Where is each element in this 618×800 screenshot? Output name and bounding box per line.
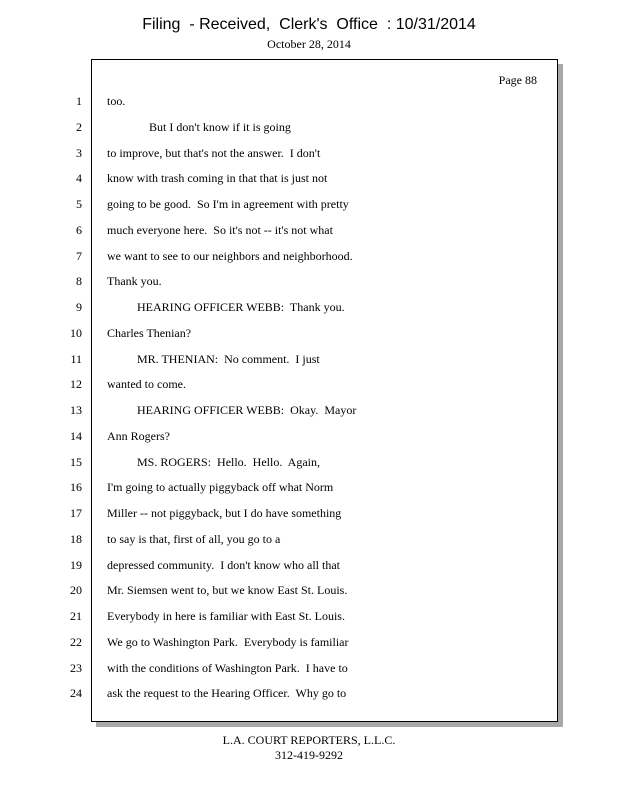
line-number: 15 [70,454,82,469]
line-number: 6 [76,222,82,237]
line-text: MR. THENIAN: No comment. I just [107,351,320,366]
line-text: too. [107,94,126,108]
reporter-phone: 312-419-9292 [275,748,343,762]
line-number: 23 [70,660,82,675]
transcript-line [0,374,618,400]
transcript-line [0,220,618,246]
line-text: I'm going to actually piggyback off what Norm [107,480,334,495]
transcript-line [0,580,618,606]
line-number: 22 [70,634,82,649]
transcript-line [0,529,618,555]
page-number: Page 88 [498,73,537,87]
transcript-line [0,503,618,529]
line-text: HEARING OFFICER WEBB: Okay. Mayor [107,403,357,417]
line-text: MS. ROGERS: Hello. Hello. Again, [107,454,321,469]
transcript-lines [0,91,618,709]
transcript-line [0,400,618,426]
line-text: to improve, but that's not the answer. I don't [107,145,321,160]
line-text: Miller -- not piggyback, but I do have something [107,506,342,520]
line-number: 3 [76,145,82,160]
line-number: 12 [70,377,82,392]
transcript-line [0,426,618,452]
line-text: know with trash coming in that that is just not [107,171,328,186]
line-text: Thank you. [107,274,162,289]
line-number: 17 [70,506,82,520]
line-number: 5 [76,197,82,211]
line-text: we want to see to our neighbors and neighborhood. [107,248,353,263]
line-text: We go to Washington Park. Everybody is familiar [107,634,349,649]
transcript-line [0,194,618,220]
transcript-line [0,683,618,709]
line-text: HEARING OFFICER WEBB: Thank you. [107,300,345,314]
transcript-line [0,246,618,272]
transcript-line [0,297,618,323]
line-number: 14 [70,428,82,443]
transcript-line [0,91,618,117]
transcript-date: October 28, 2014 [267,37,351,51]
line-number: 7 [76,248,82,263]
line-number: 2 [76,119,82,134]
line-text: with the conditions of Washington Park. I have to [107,660,348,675]
line-text: wanted to come. [107,377,186,392]
line-number: 16 [70,480,82,495]
line-text: Mr. Siemsen went to, but we know East St. Louis. [107,583,348,598]
line-number: 24 [70,686,82,701]
line-text: But I don't know if it is going [107,119,291,134]
transcript-line [0,117,618,143]
line-number: 1 [76,94,82,108]
line-text: depressed community. I don't know who all that [107,557,341,572]
transcript-line [0,271,618,297]
line-text: Everybody in here is familiar with East St. Louis. [107,609,345,623]
line-number: 4 [76,171,82,186]
line-number: 18 [70,531,82,546]
transcript-line [0,452,618,478]
line-text: ask the request to the Hearing Officer. Why go to [107,686,347,701]
transcript-line [0,477,618,503]
transcript-line [0,349,618,375]
line-number: 20 [70,583,82,598]
transcript-line [0,323,618,349]
line-text: going to be good. So I'm in agreement with pretty [107,197,349,211]
transcript-line [0,606,618,632]
line-number: 13 [70,403,82,417]
footer [0,733,618,763]
line-text: much everyone here. So it's not -- it's not what [107,222,333,237]
transcript-line [0,143,618,169]
line-text: to say is that, first of all, you go to a [107,531,281,546]
line-number: 9 [76,300,82,314]
transcript-line [0,658,618,684]
transcript-line [0,632,618,658]
transcript-line [0,168,618,194]
line-text: Ann Rogers? [107,428,170,443]
line-number: 21 [70,609,82,623]
filing-stamp: Filing - Received, Clerk's Office : 10/31/2014 [142,16,476,33]
line-number: 10 [70,325,82,340]
line-number: 11 [70,351,82,366]
line-number: 19 [70,557,82,572]
line-number: 8 [76,274,82,289]
reporter-company: L.A. COURT REPORTERS, L.L.C. [222,733,396,747]
line-text: Charles Thenian? [107,325,192,340]
transcript-line [0,555,618,581]
